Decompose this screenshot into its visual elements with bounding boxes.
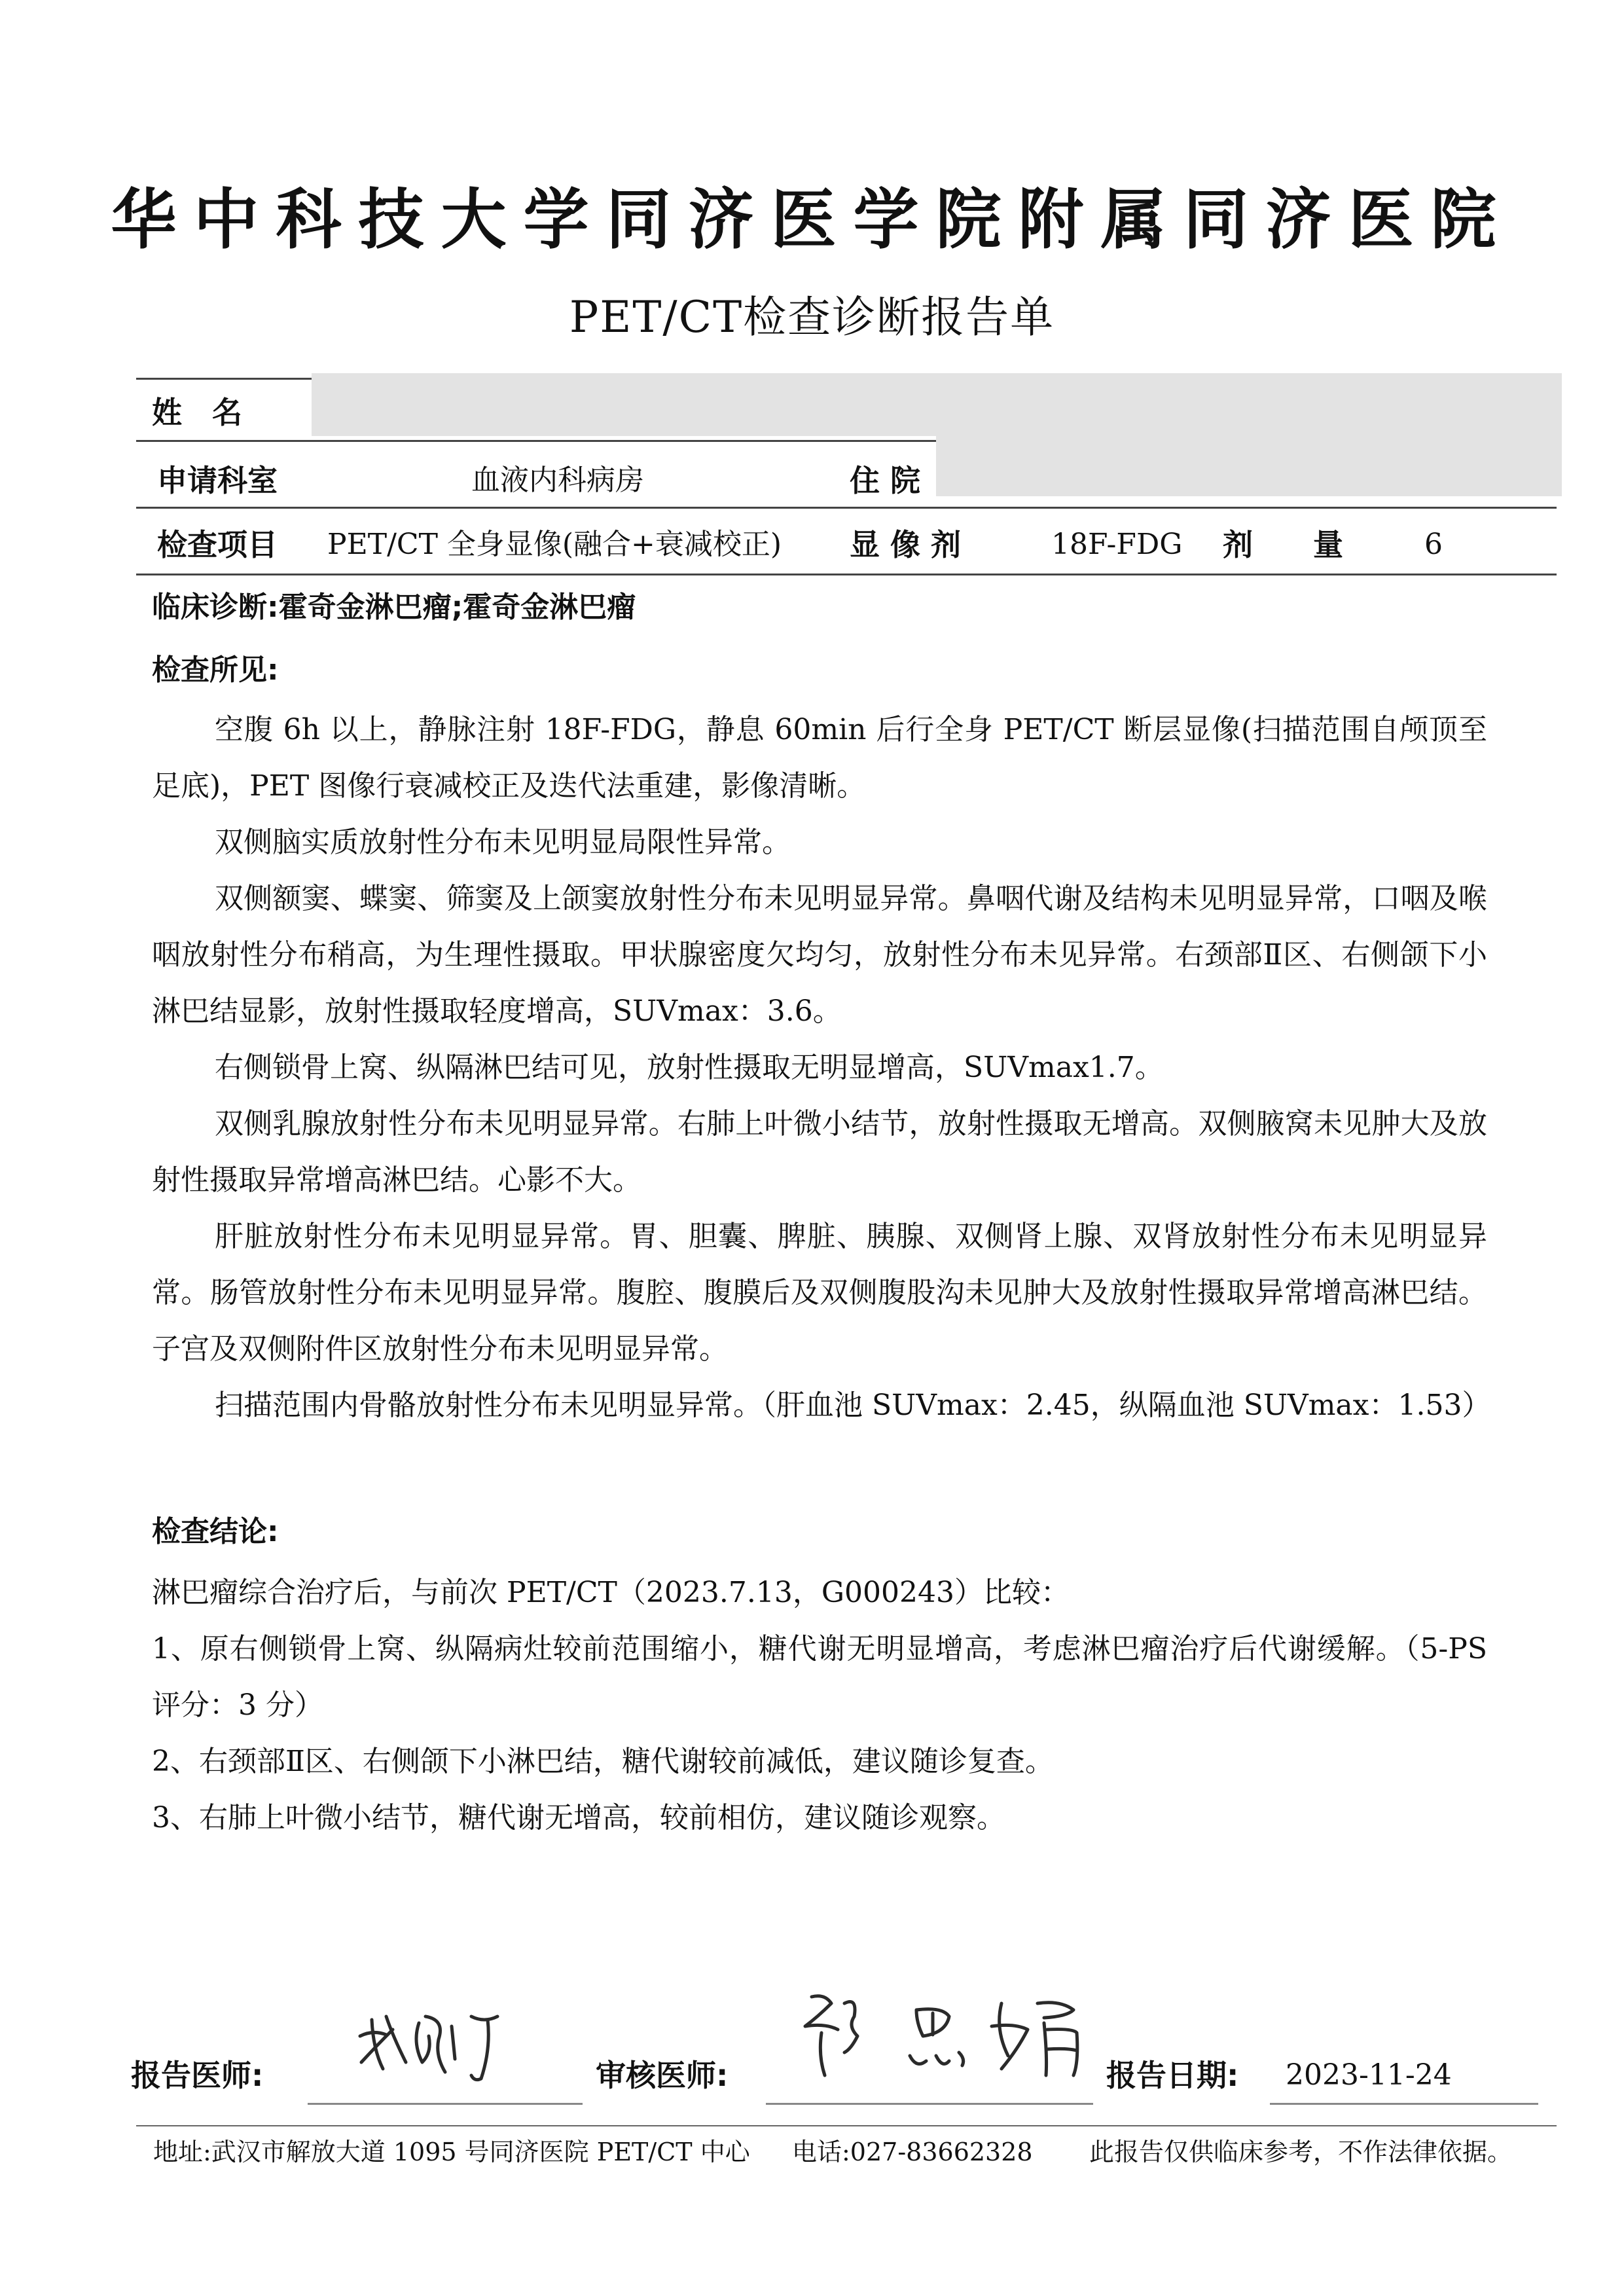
redacted-inpatient-number — [936, 436, 1562, 496]
tracer-label: 显 像 剂 — [850, 527, 962, 562]
inpatient-label: 住 院 — [850, 463, 921, 498]
footer-phone: 电话:027-83662328 — [792, 2138, 1033, 2166]
conclusion-body — [152, 1565, 1487, 1846]
findings-paragraph: 双侧脑实质放射性分布未见明显局限性异常。 — [215, 826, 791, 859]
footer-address: 地址:武汉市解放大道 1095 号同济医院 PET/CT 中心 — [153, 2138, 750, 2166]
clinical-diagnosis-label: 临床诊断: — [152, 591, 279, 624]
findings-paragraph: 肝脏放射性分布未见明显异常。胃、胆囊、脾脏、胰腺、双侧肾上腺、双肾放射性分布未见明显异常。肠管放射性分布未见明显异常。腹腔、腹膜后及双侧腹股沟未见肿大及放射性摄取异常增高淋巴结。子宫及双侧附件区放射性分布未见明显异常。 — [152, 1220, 1487, 1366]
findings-paragraph: 空腹 6h 以上，静脉注射 18F-FDG，静息 60min 后行全身 PET/CT 断层显像(扫描范围自颅顶至足底)，PET 图像行衰减校正及迭代法重建，影像清晰。 — [152, 713, 1487, 803]
department-value: 血液内科病房 — [471, 464, 644, 497]
findings-paragraph: 扫描范围内骨骼放射性分布未见明显异常。（肝血池 SUVmax：2.45，纵隔血池 SUVmax：1.53） — [215, 1389, 1491, 1422]
conclusion-item: 1、原右侧锁骨上窝、纵隔病灶较前范围缩小，糖代谢无明显增高，考虑淋巴瘤治疗后代谢缓解。（5-PS 评分：3 分） — [152, 1632, 1487, 1722]
table-row-line-2 — [136, 507, 1557, 509]
reviewer-label: 审核医师: — [596, 2058, 729, 2093]
reporter-signature-line — [308, 2103, 583, 2105]
name-label: 姓 名 — [152, 395, 242, 430]
conclusion-heading: 检查结论: — [152, 1515, 279, 1548]
dose-label: 剂 量 — [1223, 527, 1343, 562]
exam-item-label: 检查项目 — [157, 527, 278, 562]
findings-paragraph: 双侧乳腺放射性分布未见明显异常。右肺上叶微小结节，放射性摄取无增高。双侧腋窝未见肿大及放射性摄取异常增高淋巴结。心影不大。 — [152, 1107, 1487, 1197]
report-date-label: 报告日期: — [1106, 2058, 1239, 2093]
table-bottom-line — [136, 574, 1557, 575]
department-label: 申请科室 — [157, 463, 278, 498]
tracer-value: 18F-FDG — [1051, 528, 1183, 561]
findings-body — [152, 702, 1491, 1434]
report-date-line — [1270, 2103, 1538, 2105]
conclusion-item: 3、右肺上叶微小结节，糖代谢无增高，较前相仿，建议随诊观察。 — [152, 1801, 1005, 1834]
conclusion-item: 2、右颈部Ⅱ区、右侧颌下小淋巴结，糖代谢较前减低，建议随诊复查。 — [152, 1745, 1054, 1778]
reporter-signature-image — [347, 1990, 543, 2095]
redacted-patient-name — [312, 373, 1562, 436]
findings-paragraph: 右侧锁骨上窝、纵隔淋巴结可见，放射性摄取无明显增高，SUVmax1.7。 — [215, 1051, 1164, 1084]
report-date-value: 2023-11-24 — [1286, 2058, 1452, 2092]
footer-disclaimer: 此报告仅供临床参考，不作法律依据。 — [1089, 2138, 1513, 2166]
findings-heading: 检查所见: — [152, 653, 279, 687]
hospital-name: 华中科技大学同济医学院附属同济医院 — [111, 181, 1513, 258]
exam-item-value: PET/CT 全身显像(融合+衰减校正) — [327, 528, 782, 561]
conclusion-intro: 淋巴瘤综合治疗后，与前次 PET/CT（2023.7.13，G000243）比较： — [152, 1576, 1070, 1609]
reviewer-signature-image — [785, 1977, 1113, 2095]
dose-value: 6 — [1424, 528, 1443, 561]
findings-paragraph: 双侧额窦、蝶窦、筛窦及上颌窦放射性分布未见明显异常。鼻咽代谢及结构未见明显异常，口咽及喉咽放射性分布稍高，为生理性摄取。甲状腺密度欠均匀，放射性分布未见异常。右颈部Ⅱ区、右侧颌下小淋巴结显影，放射性摄取轻度增高，SUVmax：3.6。 — [152, 882, 1487, 1028]
report-title: PET/CT检查诊断报告单 — [569, 292, 1055, 342]
footer-line — [136, 2125, 1557, 2126]
reporter-label: 报告医师: — [131, 2058, 264, 2093]
clinical-diagnosis-value: 霍奇金淋巴瘤;霍奇金淋巴瘤 — [278, 591, 636, 624]
reviewer-signature-line — [766, 2103, 1093, 2105]
clinical-diagnosis — [152, 588, 636, 627]
